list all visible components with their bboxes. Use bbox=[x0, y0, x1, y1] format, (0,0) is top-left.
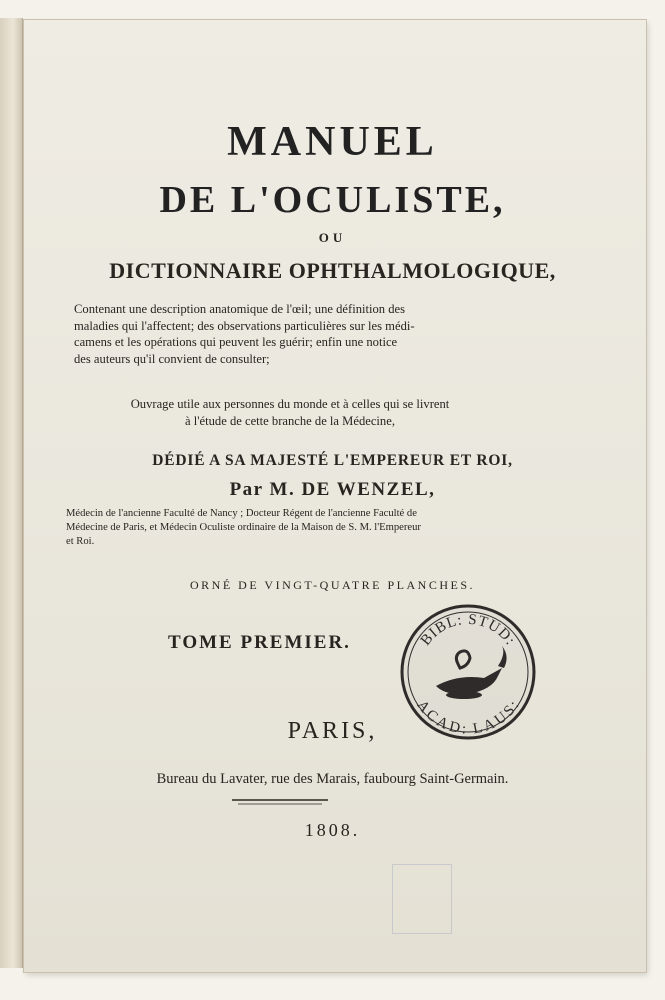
contenant-line: camens et les opérations qui peuvent les guérir; enfin une notice bbox=[74, 335, 398, 349]
subtitle: DICTIONNAIRE OPHTHALMOLOGIQUE, bbox=[109, 258, 556, 283]
dedication: DÉDIÉ A SA MAJESTÉ L'EMPEREUR ET ROI, bbox=[152, 452, 513, 469]
double-rule-divider bbox=[230, 797, 330, 807]
credentials-line: et Roi. bbox=[66, 536, 95, 547]
ouvrage-line: Ouvrage utile aux personnes du monde et à celles qui se livrent bbox=[130, 397, 450, 411]
stamp-bottom-text: ACAD: LAUS: bbox=[413, 697, 523, 738]
credentials-line: Médecine de Paris, et Médecin Oculiste ordinaire de la Maison de S. M. l'Empereur bbox=[66, 522, 421, 533]
title-line-1: MANUEL bbox=[227, 119, 438, 165]
contenant-paragraph bbox=[74, 301, 506, 367]
ouvrage-paragraph bbox=[70, 396, 510, 429]
faint-mark bbox=[392, 864, 452, 934]
volume-label: TOME PREMIER. bbox=[168, 632, 351, 653]
contenant-line: des auteurs qu'il convient de consulter; bbox=[74, 351, 270, 366]
author-line: Par M. DE WENZEL, bbox=[229, 479, 436, 500]
ouvrage-line: à l'étude de cette branche de la Médecine, bbox=[185, 413, 395, 428]
stamp-top-text: BIBL: STUD: bbox=[417, 611, 519, 649]
contenant-line: Contenant une description anatomique de l'œil; une définition des bbox=[74, 302, 406, 316]
city: PARIS, bbox=[287, 718, 378, 744]
contenant-line: maladies qui l'affectent; des observations particulières sur les médi- bbox=[74, 318, 415, 333]
publisher-line: Bureau du Lavater, rue des Marais, faubourg Saint-Germain. bbox=[156, 771, 509, 787]
title-conjunction: OU bbox=[318, 230, 347, 245]
credentials-line: Médecin de l'ancienne Faculté de Nancy ; Docteur Régent de l'ancienne Faculté de bbox=[66, 508, 417, 519]
author-credentials bbox=[66, 507, 506, 549]
plates-note: ORNÉ DE VINGT-QUATRE PLANCHES. bbox=[189, 578, 475, 592]
title-line-2: DE L'OCULISTE, bbox=[159, 179, 506, 221]
publication-year: 1808. bbox=[304, 820, 361, 840]
